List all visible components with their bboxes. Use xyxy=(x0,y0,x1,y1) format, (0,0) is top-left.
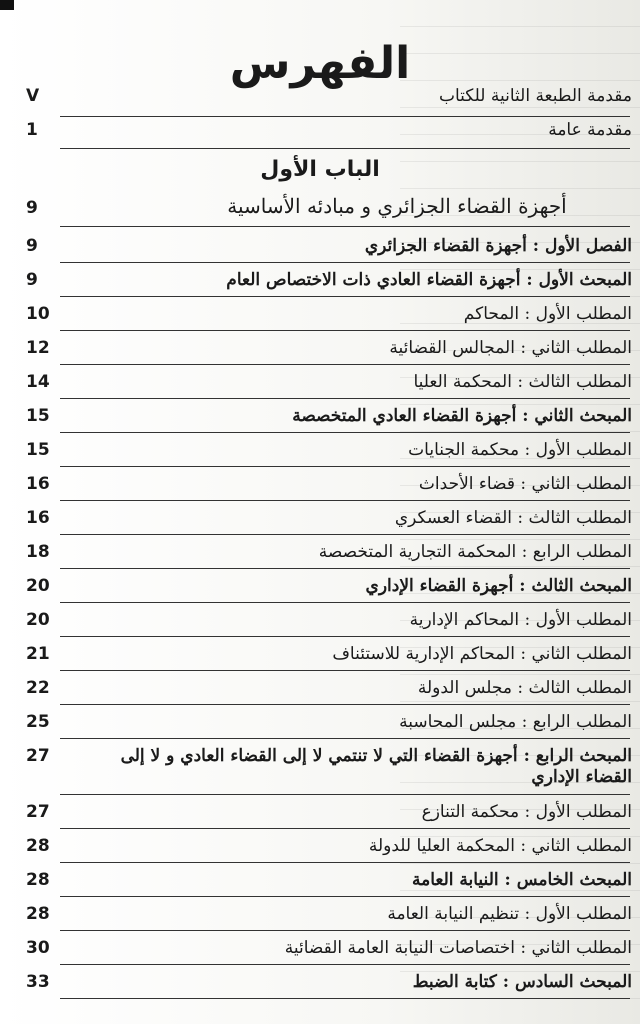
toc-row-intro-1[interactable] xyxy=(26,86,632,107)
toc-label: المطلب الثالث : المحكمة العليا xyxy=(413,372,632,392)
toc-page-number: 21 xyxy=(26,644,50,664)
toc-page-number: 16 xyxy=(26,474,50,494)
toc-page-number: 33 xyxy=(26,972,50,992)
toc-row-intro-2[interactable] xyxy=(26,120,632,141)
toc-page-number: 9 xyxy=(26,270,38,290)
toc-row[interactable] xyxy=(26,678,632,699)
divider xyxy=(60,862,630,863)
toc-row[interactable] xyxy=(26,644,632,665)
divider xyxy=(60,964,630,965)
toc-row[interactable] xyxy=(26,236,632,257)
toc-label: المبحث الثاني : أجهزة القضاء العادي المتخصصة xyxy=(292,406,632,426)
divider xyxy=(60,828,630,829)
toc-page-number: 20 xyxy=(26,610,50,630)
toc-row[interactable] xyxy=(26,270,632,291)
toc-row[interactable] xyxy=(26,508,632,529)
toc-row[interactable] xyxy=(26,542,632,563)
toc-row[interactable] xyxy=(26,406,632,427)
toc-label: المطلب الثاني : المحاكم الإدارية للاستئناف xyxy=(332,644,632,664)
divider xyxy=(60,116,630,117)
divider xyxy=(60,568,630,569)
toc-label: المطلب الرابع : المحكمة التجارية المتخصصة xyxy=(318,542,632,562)
toc-row[interactable] xyxy=(26,304,632,325)
toc-page-number: 28 xyxy=(26,870,50,890)
toc-label: المبحث الأول : أجهزة القضاء العادي ذات الاختصاص العام xyxy=(226,270,632,290)
toc-row[interactable] xyxy=(26,972,632,993)
page-corner-mark xyxy=(0,0,14,10)
toc-label: المبحث الخامس : النيابة العامة xyxy=(411,870,632,890)
divider xyxy=(60,330,630,331)
toc-page-number: 20 xyxy=(26,576,50,596)
part-title: الباب الأول xyxy=(260,157,380,182)
toc-label: مقدمة الطبعة الثانية للكتاب xyxy=(438,86,632,106)
toc-label: المطلب الأول : تنظيم النيابة العامة xyxy=(387,904,632,924)
toc-label: المطلب الأول : محكمة التنازع xyxy=(421,802,632,822)
toc-page-number: 9 xyxy=(26,197,38,218)
toc-page-number: 9 xyxy=(26,236,38,256)
toc-label: المطلب الأول : المحاكم xyxy=(463,304,632,324)
divider xyxy=(60,262,630,263)
toc-page-number: 30 xyxy=(26,938,50,958)
divider xyxy=(60,466,630,467)
divider xyxy=(60,636,630,637)
toc-row[interactable] xyxy=(26,338,632,359)
toc-page-number: 14 xyxy=(26,372,50,392)
toc-row[interactable] xyxy=(26,870,632,891)
toc-label: المطلب الثاني : قضاء الأحداث xyxy=(418,474,632,494)
toc-page-number: 1 xyxy=(26,120,38,140)
toc-label: المطلب الرابع : مجلس المحاسبة xyxy=(399,712,632,732)
toc-page-number: 22 xyxy=(26,678,50,698)
toc-page-number: 25 xyxy=(26,712,50,732)
divider xyxy=(60,670,630,671)
divider xyxy=(60,148,630,149)
toc-label: المطلب الثاني : المحكمة العليا للدولة xyxy=(368,836,632,856)
toc-label: المطلب الثالث : القضاء العسكري xyxy=(394,508,632,528)
toc-label: المطلب الثالث : مجلس الدولة xyxy=(417,678,632,698)
toc-label: الفصل الأول : أجهزة القضاء الجزائري xyxy=(364,236,632,256)
toc-page-number: 18 xyxy=(26,542,50,562)
toc-label-continued: القضاء الإداري xyxy=(531,767,632,788)
divider xyxy=(60,794,630,795)
divider xyxy=(60,398,630,399)
part-subtitle-row[interactable] xyxy=(26,194,632,219)
page-title: الفهرس xyxy=(229,38,411,89)
divider xyxy=(60,534,630,535)
toc-page-number: V xyxy=(26,86,40,106)
divider xyxy=(60,998,630,999)
divider xyxy=(60,364,630,365)
toc-label: المطلب الأول : محكمة الجنايات xyxy=(408,440,632,460)
toc-page-number: 27 xyxy=(26,746,50,766)
toc-page-number: 28 xyxy=(26,836,50,856)
toc-row[interactable] xyxy=(26,440,632,461)
divider xyxy=(60,296,630,297)
toc-page-number: 28 xyxy=(26,904,50,924)
toc-row[interactable] xyxy=(26,610,632,631)
toc-label: المبحث الرابع : أجهزة القضاء التي لا تنتمي لا إلى القضاء العادي و لا إلى xyxy=(120,746,632,766)
toc-row[interactable] xyxy=(26,938,632,959)
toc-page-number: 12 xyxy=(26,338,50,358)
toc-label: مقدمة عامة xyxy=(548,120,632,140)
toc-row[interactable] xyxy=(26,836,632,857)
divider xyxy=(60,738,630,739)
toc-label: المطلب الثاني : اختصاصات النيابة العامة القضائية xyxy=(284,938,632,958)
divider xyxy=(60,500,630,501)
toc-row[interactable] xyxy=(26,802,632,823)
toc-label: المبحث السادس : كتابة الضبط xyxy=(412,972,632,992)
toc-row[interactable] xyxy=(26,576,632,597)
toc-row[interactable] xyxy=(26,474,632,495)
toc-label: المطلب الثاني : المجالس القضائية xyxy=(389,338,632,358)
divider xyxy=(60,896,630,897)
toc-row[interactable] xyxy=(26,712,632,733)
toc-row-multiline[interactable] xyxy=(26,746,632,789)
divider xyxy=(60,432,630,433)
toc-page-number: 15 xyxy=(26,440,50,460)
toc-label: المطلب الأول : المحاكم الإدارية xyxy=(409,610,632,630)
toc-row[interactable] xyxy=(26,372,632,393)
divider xyxy=(60,602,630,603)
toc-label: المبحث الثالث : أجهزة القضاء الإداري xyxy=(365,576,632,596)
divider xyxy=(60,226,630,227)
toc-page-number: 27 xyxy=(26,802,50,822)
divider xyxy=(60,930,630,931)
divider xyxy=(60,704,630,705)
toc-row[interactable] xyxy=(26,904,632,925)
toc-label-block xyxy=(72,746,632,789)
toc-page-number: 15 xyxy=(26,406,50,426)
part-subtitle: أجهزة القضاء الجزائري و مبادئه الأساسية xyxy=(227,194,567,218)
toc-page-number: 16 xyxy=(26,508,50,528)
toc-page-number: 10 xyxy=(26,304,50,324)
